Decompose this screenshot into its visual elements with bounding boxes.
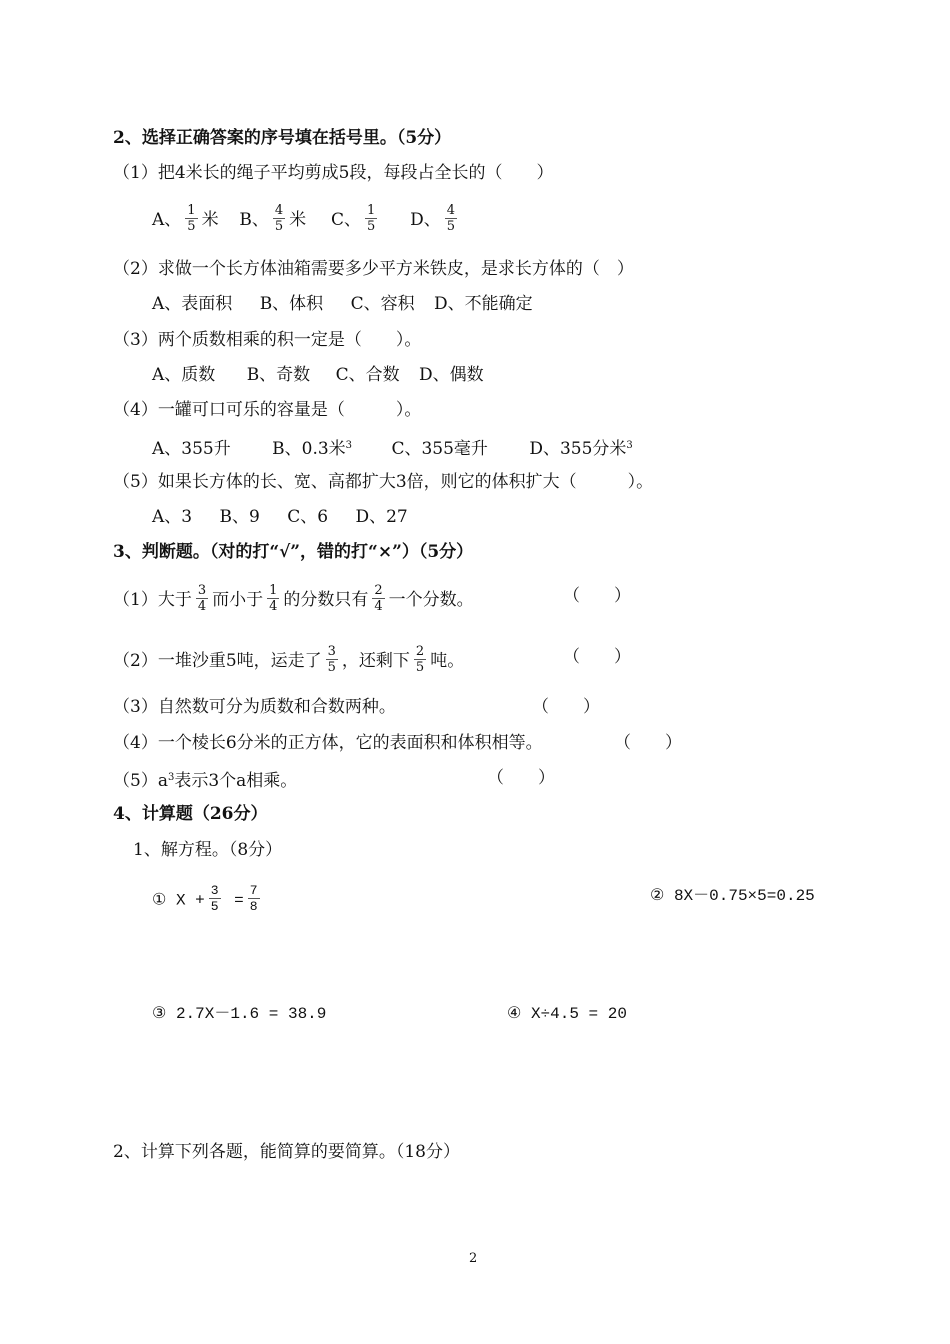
- exponent: 3: [626, 440, 633, 451]
- equation-1: [152, 885, 264, 916]
- q1-option-a-unit: 米: [201, 210, 219, 230]
- q5-option-c: C、6: [287, 507, 329, 527]
- judge-1-fraction-2: [267, 583, 279, 614]
- fraction-numerator: 4: [446, 203, 455, 218]
- section-3-heading: 3、判断题。（对的打“√”，错的打“×”）（5分）: [113, 542, 474, 562]
- q3-option-d: D、偶数: [419, 365, 484, 385]
- judge-2-pre: （2）一堆沙重5吨，运走了: [113, 651, 322, 671]
- q5-option-d: D、27: [355, 507, 408, 527]
- equation-4: ④ X÷4.5 = 20: [507, 1005, 627, 1023]
- q1-option-d-fraction: [445, 203, 457, 234]
- q3-option-b: B、奇数: [246, 365, 311, 385]
- page-number: 2: [469, 1251, 478, 1266]
- fraction-denominator: 5: [446, 219, 455, 234]
- q4-option-d-text: D、355分米: [529, 439, 627, 459]
- q5-options: [152, 506, 408, 528]
- fraction-numerator: 1: [269, 583, 278, 598]
- judge-2-fraction-1: [326, 644, 338, 675]
- q2-option-b: B、体积: [259, 294, 324, 314]
- fraction-denominator: 4: [197, 599, 207, 614]
- q4-options: [152, 435, 633, 460]
- q3-option-a: A、质数: [152, 365, 216, 385]
- q1-stem: （1）把4米长的绳子平均剪成5段，每段占全长的（ ）: [113, 163, 554, 183]
- q2-stem: （2）求做一个长方体油箱需要多少平方米铁皮，是求长方体的（ ）: [113, 259, 634, 279]
- judge-2: [113, 646, 464, 677]
- equation-2: ② 8X－0.75×5=0.25: [650, 887, 815, 905]
- equation-1-equals: =: [234, 891, 244, 910]
- fraction-denominator: 4: [374, 599, 383, 614]
- q4-option-b: [272, 435, 352, 460]
- q4-option-b-text: B、0.3米: [272, 439, 346, 459]
- q3-stem: （3）两个质数相乘的积一定是（ ）。: [113, 330, 422, 350]
- fraction-denominator: 5: [327, 660, 336, 675]
- judge-2-answer-paren[interactable]: （ ）: [563, 647, 631, 667]
- q1-options: [152, 205, 461, 236]
- judge-2-post: 吨。: [430, 651, 465, 671]
- fraction-numerator: 3: [197, 583, 207, 598]
- fraction-numerator: 7: [249, 883, 258, 898]
- fraction-numerator: 2: [374, 583, 383, 598]
- fraction-numerator: 1: [187, 203, 196, 218]
- q5-option-b: B、9: [219, 507, 260, 527]
- fraction-denominator: 5: [187, 219, 196, 234]
- judge-1-mid-2: 的分数只有: [283, 590, 369, 610]
- section-2-heading: 2、选择正确答案的序号填在括号里。（5分）: [113, 128, 452, 148]
- q1-option-c-fraction: [365, 203, 377, 234]
- fraction-denominator: 5: [210, 899, 219, 914]
- exponent: 3: [345, 440, 353, 451]
- judge-3-answer-paren[interactable]: （ ）: [532, 697, 600, 717]
- q2-option-c: C、容积: [350, 294, 415, 314]
- fraction-denominator: 4: [269, 599, 278, 614]
- q2-option-a: A、表面积: [152, 294, 233, 314]
- q1-option-a-label: A、: [152, 210, 182, 230]
- judge-1-post: 一个分数。: [388, 590, 474, 610]
- judge-5-pre: （5）a: [113, 771, 168, 791]
- judge-1: [113, 585, 474, 616]
- fraction-numerator: 3: [327, 644, 336, 659]
- judge-2-mid: ，还剩下: [341, 651, 410, 671]
- judge-1-fraction-1: [196, 583, 208, 614]
- judge-4-answer-paren[interactable]: （ ）: [614, 733, 682, 753]
- section-4-heading: 4、计算题（26分）: [113, 804, 268, 824]
- equation-1-fraction-2: [248, 883, 260, 914]
- judge-4: （4）一个棱长6分米的正方体，它的表面积和体积相等。: [113, 733, 543, 753]
- fraction-denominator: 5: [415, 660, 425, 675]
- solve-equations-heading: 1、解方程。（8分）: [133, 840, 283, 860]
- fraction-numerator: 2: [415, 644, 425, 659]
- calculation-heading: 2、计算下列各题，能简算的要简算。（18分）: [113, 1142, 460, 1162]
- fraction-numerator: 3: [210, 883, 219, 898]
- q2-option-d: D、不能确定: [434, 294, 533, 314]
- exponent: 3: [167, 772, 175, 783]
- q1-option-a-fraction: [185, 203, 197, 234]
- q3-options: [152, 364, 484, 386]
- equation-1-left: ① X +: [152, 891, 205, 910]
- q1-option-c-label: C、: [330, 210, 361, 230]
- equation-3: ③ 2.7X－1.6 = 38.9: [152, 1005, 327, 1023]
- fraction-denominator: 8: [249, 899, 258, 914]
- judge-1-answer-paren[interactable]: （ ）: [563, 586, 631, 606]
- judge-1-pre: （1）大于: [113, 590, 192, 610]
- judge-5: [113, 767, 297, 792]
- judge-1-fraction-3: [372, 583, 384, 614]
- judge-2-fraction-2: [414, 644, 426, 675]
- q1-option-b-unit: 米: [289, 210, 307, 230]
- judge-5-answer-paren[interactable]: （ ）: [487, 768, 555, 788]
- q1-option-d-label: D、: [410, 210, 441, 230]
- fraction-numerator: 4: [274, 203, 284, 218]
- q4-option-c: C、355毫升: [391, 439, 488, 459]
- q4-option-a: A、355升: [152, 439, 231, 459]
- judge-3: （3）自然数可分为质数和合数两种。: [113, 697, 396, 717]
- q2-options: [152, 293, 533, 315]
- q1-option-b-label: B、: [239, 210, 269, 230]
- equation-1-fraction-1: [209, 883, 221, 914]
- q1-option-b-fraction: [273, 203, 285, 234]
- fraction-denominator: 5: [366, 219, 376, 234]
- q4-stem: （4）一罐可口可乐的容量是（ ）。: [113, 400, 422, 420]
- q5-option-a: A、3: [152, 507, 193, 527]
- judge-1-mid-1: 而小于: [212, 590, 264, 610]
- q3-option-c: C、合数: [335, 365, 400, 385]
- fraction-numerator: 1: [366, 203, 376, 218]
- fraction-denominator: 5: [274, 219, 284, 234]
- q5-stem: （5）如果长方体的长、宽、高都扩大3倍，则它的体积扩大（ ）。: [113, 472, 654, 492]
- judge-5-post: 表示3个a相乘。: [174, 771, 298, 791]
- q4-option-d: [529, 435, 632, 460]
